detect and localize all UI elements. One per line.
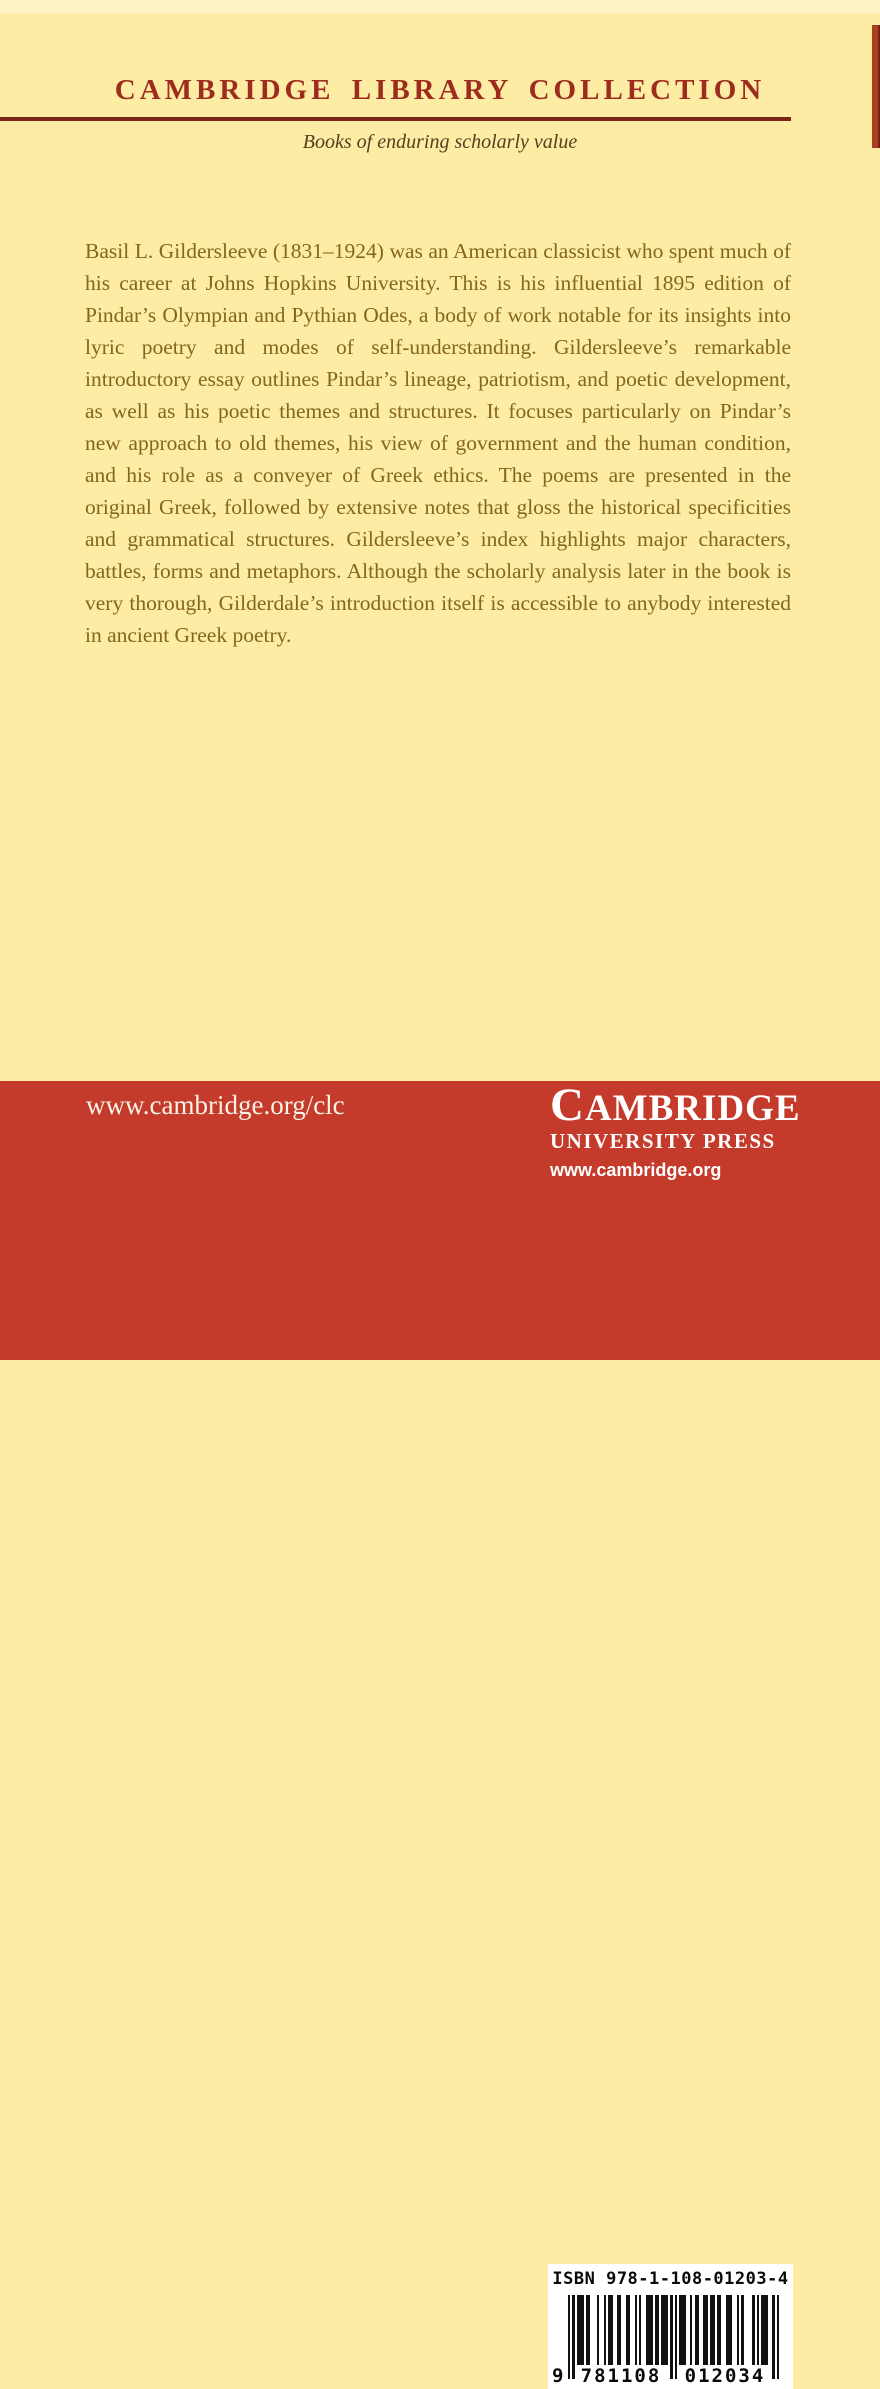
barcode-bar <box>597 2295 599 2365</box>
barcode-bar <box>706 2295 708 2365</box>
publisher-name-initial: C <box>550 1079 585 1131</box>
barcode-bar <box>772 2295 774 2379</box>
barcode-bar <box>572 2295 574 2379</box>
barcode-bar <box>650 2295 652 2365</box>
barcode-bar <box>777 2295 779 2379</box>
barcode-bar <box>666 2295 668 2365</box>
top-edge-band <box>0 0 880 13</box>
isbn-box <box>548 2264 793 2389</box>
barcode-bar <box>568 2295 570 2379</box>
collection-title: CAMBRIDGE LIBRARY COLLECTION <box>114 74 766 106</box>
barcode-bar <box>635 2295 637 2365</box>
barcode-bar <box>741 2295 743 2365</box>
barcode-digit-left-group: 781108 <box>580 2365 662 2387</box>
cambridge-university-press-logo <box>550 1079 801 1181</box>
collection-subtitle: Books of enduring scholarly value <box>302 131 578 153</box>
barcode-bar <box>683 2295 685 2365</box>
barcode-bar <box>657 2295 659 2365</box>
barcode-bar <box>604 2295 606 2365</box>
barcode-bar <box>588 2295 590 2365</box>
barcode-bar <box>752 2295 754 2365</box>
barcode-bar <box>610 2295 612 2365</box>
clc-url: www.cambridge.org/clc <box>86 1090 345 1120</box>
barcode-bar <box>628 2295 630 2365</box>
publisher-url: www.cambridge.org <box>550 1160 722 1180</box>
barcode-bar <box>675 2295 677 2379</box>
barcode-bar <box>697 2295 699 2365</box>
ean13-barcode <box>552 2295 779 2387</box>
footer-band <box>0 1079 880 2387</box>
barcode-bar <box>670 2295 672 2379</box>
isbn-label: ISBN 978-1-108-01203-4 <box>552 2269 789 2289</box>
barcode-bar <box>581 2295 583 2365</box>
barcode-bar <box>766 2295 768 2365</box>
barcode-bar <box>619 2295 621 2365</box>
header-rule <box>0 117 791 121</box>
barcode-bar <box>639 2295 641 2365</box>
barcode-bar <box>737 2295 739 2365</box>
barcode-bar <box>712 2295 714 2365</box>
barcode-digit-right-group: 012034 <box>684 2365 766 2387</box>
barcode-bar <box>690 2295 692 2365</box>
publisher-name-rest: AMBRIDGE <box>584 1088 801 1129</box>
barcode-bar <box>719 2295 721 2365</box>
publisher-subname: UNIVERSITY PRESS <box>550 1129 776 1153</box>
barcode-bar <box>730 2295 732 2365</box>
book-description: Basil L. Gildersleeve (1831–1924) was an American classicist who spent much of his career at Johns Hopkins University. This is his influential 1895 edition of Pindar’s Olympian and Pythian Odes, a body of work notable for its insights into lyric poetry and modes of self-understanding. Gildersleeve’s remarkable introductory essay outlines Pindar’s lineage, patriotism, and poetic development, as well as his poetic themes and structures. It focuses particularly on Pindar’s new approach to old themes, his view of government and the human condition, and his role as a conveyer of Greek ethics. The poems are presented in the original Greek, followed by extensive notes that gloss the historical specificities and grammatical structures. Gildersleeve’s index highlights major characters, battles, forms and metaphors. Although the scholarly analysis later in the book is very thorough, Gilderdale’s introduction itself is accessible to anybody interested in ancient Greek poetry. <box>85 239 791 647</box>
barcode-digit-lead: 9 <box>552 2365 566 2387</box>
barcode-bar <box>757 2295 759 2365</box>
publisher-name <box>550 1079 801 1131</box>
